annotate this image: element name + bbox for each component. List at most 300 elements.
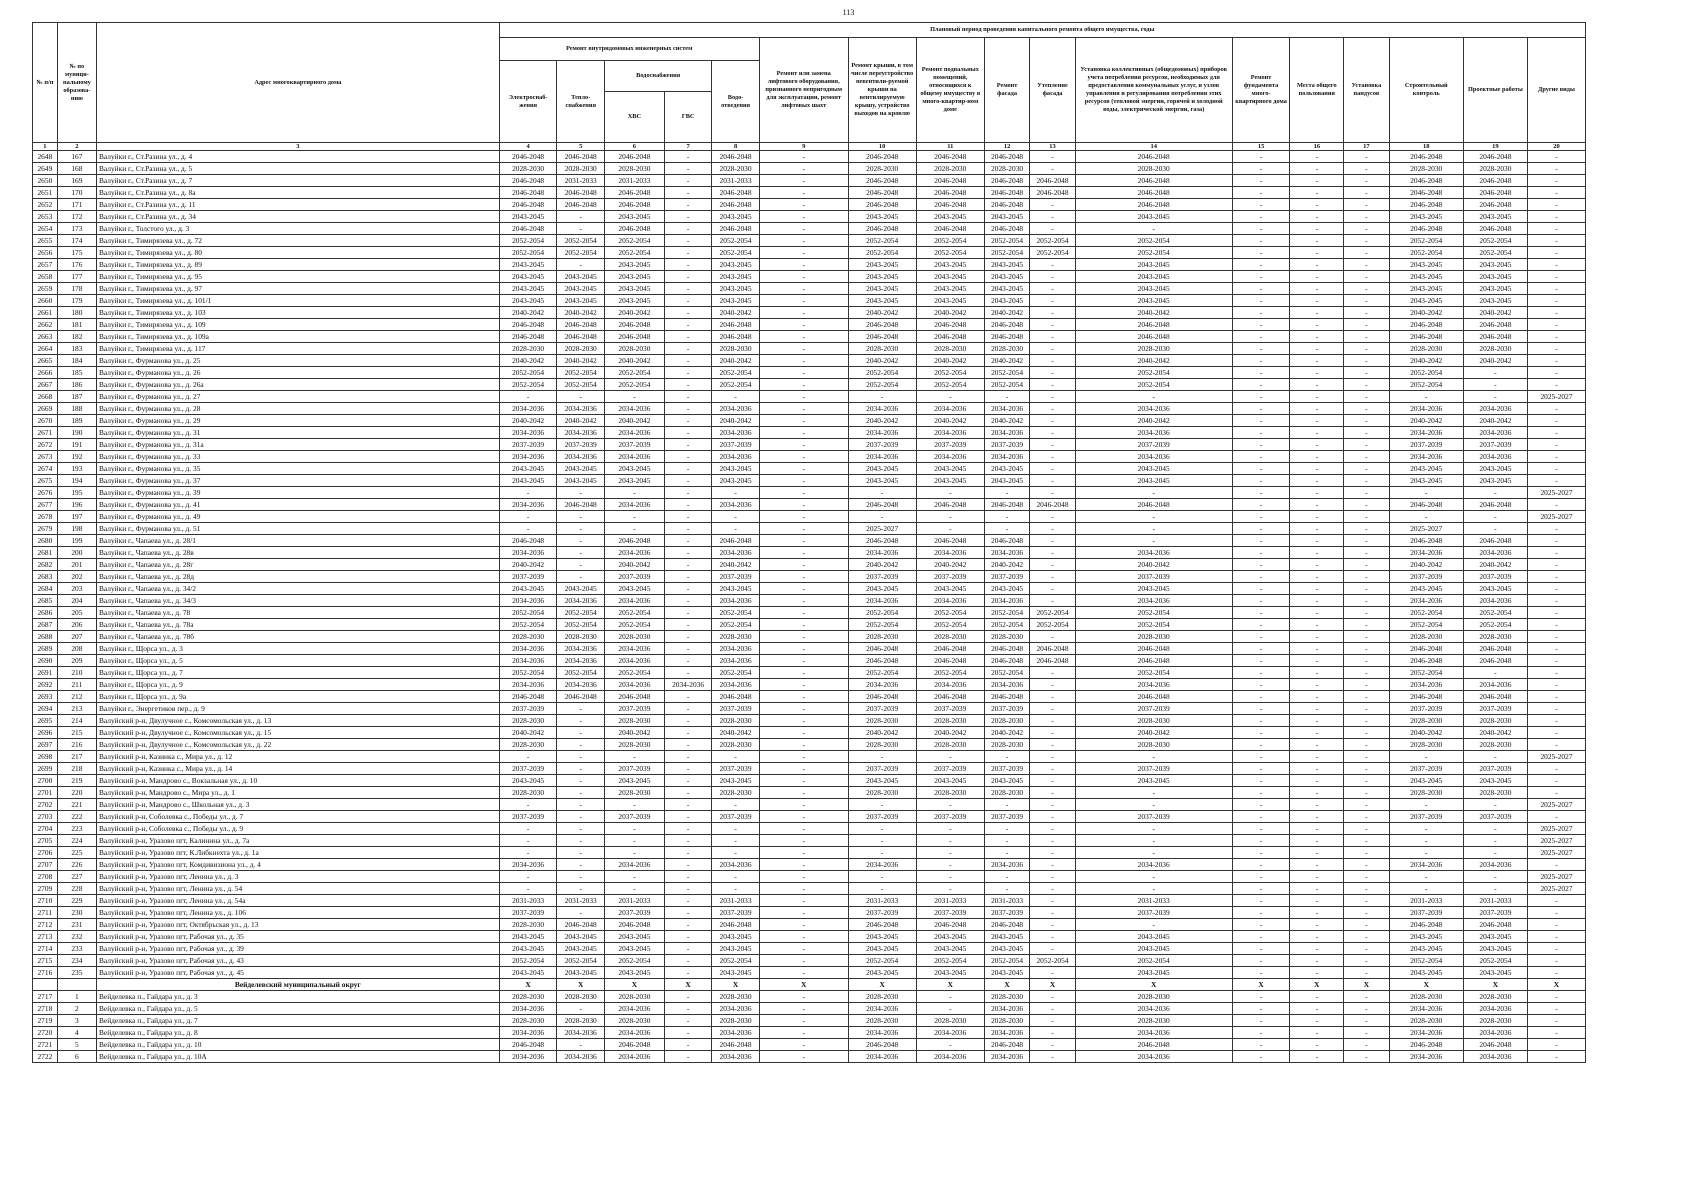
table-cell: 2052-2054 — [984, 235, 1029, 247]
table-cell: - — [1344, 811, 1389, 823]
table-cell: 2043-2045 — [1075, 931, 1232, 943]
table-cell: 2037-2039 — [848, 571, 916, 583]
table-cell: 2040-2042 — [984, 559, 1029, 571]
table-cell: 2043-2045 — [1075, 259, 1232, 271]
table-cell: 2046-2048 — [984, 319, 1029, 331]
table-cell: - — [664, 763, 711, 775]
table-cell: - — [1030, 871, 1075, 883]
table-cell: - — [1527, 439, 1585, 451]
table-cell: 2028-2030 — [848, 787, 916, 799]
table-cell: - — [759, 235, 848, 247]
table-cell: 2046-2048 — [848, 1039, 916, 1051]
address-cell: Валуйский р-н, Уразово пгт, Октябрьская ул., д. 13 — [97, 919, 500, 931]
table-row — [33, 247, 1586, 259]
table-cell: - — [1232, 187, 1290, 199]
table-cell: 2034-2036 — [712, 451, 759, 463]
table-cell: 2052-2054 — [916, 619, 984, 631]
table-cell: 2037-2039 — [604, 439, 664, 451]
table-cell: 2052-2054 — [557, 619, 604, 631]
table-row — [33, 643, 1586, 655]
municipal-number-cell: 180 — [57, 307, 96, 319]
municipal-number-cell: 197 — [57, 511, 96, 523]
table-cell: 2046-2048 — [499, 151, 557, 163]
table-cell: - — [1232, 1039, 1290, 1051]
table-cell: 2052-2054 — [848, 379, 916, 391]
address-cell: Валуйки г., Тимирязева ул., д. 72 — [97, 235, 500, 247]
table-cell: - — [1389, 511, 1463, 523]
table-cell: 2037-2039 — [1389, 703, 1463, 715]
table-cell: - — [1290, 931, 1344, 943]
table-cell: 2034-2036 — [499, 655, 557, 667]
address-cell: Валуйский р-н, Казинка с., Мира ул., д. 14 — [97, 763, 500, 775]
table-cell: - — [1030, 739, 1075, 751]
table-cell: 2034-2036 — [557, 427, 604, 439]
table-cell: 2043-2045 — [712, 583, 759, 595]
table-cell: 2052-2054 — [1389, 619, 1463, 631]
table-cell: - — [1030, 427, 1075, 439]
table-cell: - — [1527, 547, 1585, 559]
table-cell: - — [557, 859, 604, 871]
table-cell: - — [499, 487, 557, 499]
table-cell: 2052-2054 — [1463, 955, 1527, 967]
table-cell: 2052-2054 — [1463, 619, 1527, 631]
table-cell: 2043-2045 — [848, 967, 916, 979]
table-cell: - — [1075, 391, 1232, 403]
table-cell: - — [1463, 367, 1527, 379]
table-cell: - — [1463, 799, 1527, 811]
table-cell: - — [1290, 319, 1344, 331]
table-row — [33, 415, 1586, 427]
municipal-number-cell: 177 — [57, 271, 96, 283]
row-number-cell: 2692 — [33, 679, 58, 691]
table-cell: 2043-2045 — [1075, 775, 1232, 787]
col-header-roof: Ремонт крыши, в том числе переустройство невентили-руемой крыши на вентилируемую крышу, устройство выходов на кровлю — [848, 38, 916, 143]
table-cell: - — [1232, 727, 1290, 739]
table-cell: - — [1344, 367, 1389, 379]
table-cell: - — [1463, 871, 1527, 883]
table-cell: - — [664, 1051, 711, 1063]
table-cell: - — [1344, 475, 1389, 487]
address-cell: Валуйский р-н, Мандрово с., Вокзальная ул., д. 10 — [97, 775, 500, 787]
table-cell: - — [1290, 583, 1344, 595]
table-cell: - — [1527, 703, 1585, 715]
address-cell: Валуйки г., Тимирязева ул., д. 103 — [97, 307, 500, 319]
municipal-number-cell: 167 — [57, 151, 96, 163]
table-cell: 2037-2039 — [604, 703, 664, 715]
table-cell: - — [1232, 151, 1290, 163]
table-cell: 2034-2036 — [499, 451, 557, 463]
table-cell: - — [1232, 1003, 1290, 1015]
table-cell: - — [759, 403, 848, 415]
table-cell: 2046-2048 — [984, 199, 1029, 211]
table-cell: 2040-2042 — [1075, 559, 1232, 571]
table-cell: 2040-2042 — [1389, 559, 1463, 571]
table-cell: - — [1232, 499, 1290, 511]
table-cell: - — [759, 1015, 848, 1027]
table-cell: 2043-2045 — [848, 931, 916, 943]
table-cell: - — [916, 799, 984, 811]
table-cell: - — [1389, 883, 1463, 895]
table-cell: - — [1030, 571, 1075, 583]
table-cell: 2043-2045 — [604, 259, 664, 271]
municipal-number-cell: 229 — [57, 895, 96, 907]
table-cell: 2031-2033 — [604, 895, 664, 907]
table-cell: - — [916, 859, 984, 871]
table-cell: - — [1290, 1039, 1344, 1051]
table-cell: - — [1290, 223, 1344, 235]
table-cell: - — [1527, 1003, 1585, 1015]
table-cell: 2031-2033 — [1463, 895, 1527, 907]
table-row — [33, 631, 1586, 643]
table-cell: 2043-2045 — [916, 583, 984, 595]
table-row — [33, 991, 1586, 1003]
column-number-cell: 1 — [33, 143, 58, 151]
table-cell: - — [1527, 427, 1585, 439]
table-cell: 2052-2054 — [499, 667, 557, 679]
row-number-cell: 2719 — [33, 1015, 58, 1027]
table-row — [33, 1039, 1586, 1051]
table-cell: 2037-2039 — [1389, 907, 1463, 919]
table-cell: 2028-2030 — [848, 631, 916, 643]
table-cell: - — [848, 391, 916, 403]
table-cell: - — [1232, 691, 1290, 703]
table-cell: 2052-2054 — [1030, 247, 1075, 259]
table-cell: 2034-2036 — [499, 643, 557, 655]
table-cell: - — [916, 751, 984, 763]
table-cell: 2043-2045 — [848, 211, 916, 223]
table-cell: - — [499, 871, 557, 883]
table-cell: - — [1290, 823, 1344, 835]
row-number-cell: 2722 — [33, 1051, 58, 1063]
table-cell: 2037-2039 — [916, 439, 984, 451]
row-number-cell: 2648 — [33, 151, 58, 163]
table-cell: - — [1527, 991, 1585, 1003]
table-cell: 2025-2027 — [1527, 799, 1585, 811]
address-cell: Валуйский р-н, Двулучное с., Комсомольская ул., д. 13 — [97, 715, 500, 727]
municipal-number-cell: 207 — [57, 631, 96, 643]
address-cell: Валуйки г., Тимирязева ул., д. 89 — [97, 259, 500, 271]
table-cell: 2028-2030 — [916, 787, 984, 799]
municipal-number-cell: 174 — [57, 235, 96, 247]
table-cell: 2028-2030 — [712, 787, 759, 799]
table-cell: - — [759, 739, 848, 751]
table-cell: - — [1527, 163, 1585, 175]
table-cell: 2046-2048 — [499, 223, 557, 235]
table-cell: - — [759, 547, 848, 559]
table-cell: - — [1527, 499, 1585, 511]
table-cell: - — [916, 823, 984, 835]
table-cell: 2034-2036 — [848, 427, 916, 439]
table-cell: - — [759, 559, 848, 571]
table-cell: - — [664, 559, 711, 571]
row-number-cell: 2672 — [33, 439, 58, 451]
table-cell: 2028-2030 — [848, 1015, 916, 1027]
table-cell: 2031-2033 — [984, 895, 1029, 907]
table-cell: 2043-2045 — [1463, 943, 1527, 955]
municipal-number-cell: 233 — [57, 943, 96, 955]
table-cell: - — [759, 967, 848, 979]
table-cell: - — [1030, 511, 1075, 523]
table-cell: - — [1030, 907, 1075, 919]
table-cell: - — [1344, 487, 1389, 499]
table-cell: - — [759, 211, 848, 223]
table-cell: 2043-2045 — [1463, 271, 1527, 283]
table-cell: - — [1290, 775, 1344, 787]
table-cell: - — [916, 991, 984, 1003]
table-cell: 2052-2054 — [984, 379, 1029, 391]
table-cell: - — [1290, 811, 1344, 823]
table-cell: 2037-2039 — [712, 571, 759, 583]
table-cell: - — [916, 847, 984, 859]
table-cell: 2034-2036 — [1389, 1051, 1463, 1063]
table-cell: - — [1527, 955, 1585, 967]
table-cell: - — [759, 343, 848, 355]
table-cell: - — [1344, 403, 1389, 415]
table-row — [33, 811, 1586, 823]
table-cell: - — [664, 943, 711, 955]
table-cell: - — [1344, 691, 1389, 703]
table-cell: - — [1232, 679, 1290, 691]
table-cell: 2052-2054 — [1075, 607, 1232, 619]
table-cell: 2037-2039 — [984, 703, 1029, 715]
column-number-cell: 17 — [1344, 143, 1389, 151]
table-cell: - — [916, 883, 984, 895]
table-cell: 2052-2054 — [499, 247, 557, 259]
table-cell: - — [759, 727, 848, 739]
table-cell: - — [1290, 739, 1344, 751]
table-cell: - — [1344, 955, 1389, 967]
table-cell: 2040-2042 — [1075, 355, 1232, 367]
table-cell: - — [1527, 175, 1585, 187]
section-mark-cell: X — [1463, 979, 1527, 991]
table-cell: 2052-2054 — [916, 607, 984, 619]
table-cell: - — [759, 259, 848, 271]
municipal-number-cell: 189 — [57, 415, 96, 427]
table-cell: - — [1290, 475, 1344, 487]
table-cell: - — [1290, 535, 1344, 547]
table-cell: 2043-2045 — [916, 295, 984, 307]
table-cell: - — [1290, 727, 1344, 739]
table-cell: 2031-2033 — [499, 895, 557, 907]
table-cell: - — [664, 727, 711, 739]
table-cell: - — [664, 835, 711, 847]
table-cell: 2052-2054 — [604, 247, 664, 259]
table-row — [33, 883, 1586, 895]
table-cell: - — [1344, 199, 1389, 211]
table-cell: 2046-2048 — [1075, 331, 1232, 343]
table-cell: - — [1290, 547, 1344, 559]
table-cell: 2040-2042 — [604, 727, 664, 739]
table-cell: - — [1527, 1051, 1585, 1063]
table-cell: - — [664, 187, 711, 199]
table-cell: 2046-2048 — [1389, 1039, 1463, 1051]
table-cell: - — [1527, 295, 1585, 307]
table-cell: 2028-2030 — [604, 787, 664, 799]
table-cell: - — [1527, 271, 1585, 283]
col-header-basement: Ремонт подвальных помещений, относящихся к общему имуществу в много-квартир-ном доме — [916, 38, 984, 143]
table-cell: 2025-2027 — [1527, 487, 1585, 499]
table-cell: - — [1290, 919, 1344, 931]
table-cell: 2037-2039 — [848, 907, 916, 919]
table-cell: - — [1030, 847, 1075, 859]
address-cell: Валуйки г., Щорса ул., д. 9а — [97, 691, 500, 703]
municipal-number-cell: 191 — [57, 439, 96, 451]
table-cell: 2046-2048 — [916, 187, 984, 199]
table-row — [33, 283, 1586, 295]
section-mark-cell: X — [848, 979, 916, 991]
table-cell: 2052-2054 — [916, 367, 984, 379]
table-cell: 2031-2033 — [848, 895, 916, 907]
table-cell: 2043-2045 — [557, 283, 604, 295]
municipal-number-cell: 172 — [57, 211, 96, 223]
table-cell: - — [1344, 991, 1389, 1003]
table-row — [33, 319, 1586, 331]
address-cell: Валуйский р-н, Мандрово с., Мира ул., д. 1 — [97, 787, 500, 799]
table-cell: 2046-2048 — [604, 331, 664, 343]
table-cell: 2046-2048 — [499, 1039, 557, 1051]
table-cell: 2046-2048 — [848, 655, 916, 667]
table-cell: - — [1344, 163, 1389, 175]
table-cell: 2034-2036 — [712, 1051, 759, 1063]
table-cell: 2043-2045 — [916, 259, 984, 271]
table-cell: - — [848, 871, 916, 883]
table-cell: - — [1344, 247, 1389, 259]
table-cell: 2034-2036 — [499, 1051, 557, 1063]
column-number-cell: 4 — [499, 143, 557, 151]
table-cell: - — [712, 391, 759, 403]
table-cell: 2043-2045 — [916, 943, 984, 955]
table-cell: 2043-2045 — [604, 295, 664, 307]
table-cell: 2034-2036 — [984, 859, 1029, 871]
table-cell: - — [1232, 475, 1290, 487]
table-cell: 2034-2036 — [557, 643, 604, 655]
table-cell: - — [916, 1003, 984, 1015]
table-cell: 2052-2054 — [916, 235, 984, 247]
row-number-cell: 2683 — [33, 571, 58, 583]
table-cell: 2043-2045 — [1463, 931, 1527, 943]
table-cell: 2040-2042 — [499, 415, 557, 427]
table-cell: - — [604, 883, 664, 895]
table-cell: 2028-2030 — [712, 631, 759, 643]
address-cell: Валуйский р-н, Мандрово с., Школьная ул., д. 3 — [97, 799, 500, 811]
table-cell: - — [499, 799, 557, 811]
table-cell: - — [1527, 595, 1585, 607]
table-cell: - — [1344, 919, 1389, 931]
table-cell: 2043-2045 — [1389, 211, 1463, 223]
table-cell: - — [1030, 331, 1075, 343]
row-number-cell: 2721 — [33, 1039, 58, 1051]
table-cell: - — [664, 487, 711, 499]
table-cell: - — [712, 487, 759, 499]
table-cell: - — [1232, 367, 1290, 379]
row-number-cell: 2687 — [33, 619, 58, 631]
table-cell: 2034-2036 — [1075, 451, 1232, 463]
table-cell: - — [1290, 763, 1344, 775]
table-cell: 2037-2039 — [712, 811, 759, 823]
table-cell: - — [1030, 295, 1075, 307]
col-header-num: № п/п — [33, 23, 58, 143]
table-cell: - — [1232, 583, 1290, 595]
table-cell: 2028-2030 — [848, 739, 916, 751]
table-cell: - — [1344, 463, 1389, 475]
table-cell: - — [759, 931, 848, 943]
table-cell: - — [1290, 787, 1344, 799]
table-cell: 2046-2048 — [557, 151, 604, 163]
table-cell: - — [664, 295, 711, 307]
row-number-cell: 2700 — [33, 775, 58, 787]
column-number-cell: 15 — [1232, 143, 1290, 151]
row-number-cell: 2694 — [33, 703, 58, 715]
table-cell: - — [499, 835, 557, 847]
col-header-address: Адрес многоквартирного дома — [97, 23, 500, 143]
table-cell: - — [1527, 811, 1585, 823]
table-cell: 2046-2048 — [604, 151, 664, 163]
address-cell: Валуйский р-н, Уразово пгт, Ленина ул., д. 106 — [97, 907, 500, 919]
table-row — [33, 187, 1586, 199]
table-cell: 2028-2030 — [499, 715, 557, 727]
table-cell: - — [1030, 667, 1075, 679]
table-cell: 2040-2042 — [984, 727, 1029, 739]
table-cell: - — [1527, 907, 1585, 919]
table-cell: - — [664, 871, 711, 883]
table-cell: 2028-2030 — [712, 163, 759, 175]
table-cell: - — [604, 511, 664, 523]
section-mark-cell: X — [664, 979, 711, 991]
table-cell: 2046-2048 — [1075, 1039, 1232, 1051]
table-row — [33, 871, 1586, 883]
table-cell: 2052-2054 — [916, 247, 984, 259]
table-cell: - — [664, 259, 711, 271]
table-cell: 2052-2054 — [557, 607, 604, 619]
table-cell: - — [1344, 211, 1389, 223]
table-cell: - — [1527, 475, 1585, 487]
table-cell: 2034-2036 — [984, 595, 1029, 607]
table-cell: 2040-2042 — [557, 415, 604, 427]
table-cell: - — [1030, 319, 1075, 331]
row-number-cell: 2718 — [33, 1003, 58, 1015]
table-cell: - — [848, 823, 916, 835]
table-cell: - — [1290, 1003, 1344, 1015]
table-cell: - — [1232, 511, 1290, 523]
table-cell: 2040-2042 — [916, 559, 984, 571]
table-cell: - — [1030, 943, 1075, 955]
table-cell: 2034-2036 — [557, 679, 604, 691]
table-cell: - — [1463, 847, 1527, 859]
table-cell: - — [1389, 847, 1463, 859]
municipal-number-cell: 212 — [57, 691, 96, 703]
table-cell: - — [664, 967, 711, 979]
table-cell: - — [664, 199, 711, 211]
table-cell: - — [1030, 811, 1075, 823]
table-cell: - — [1290, 271, 1344, 283]
table-cell: 2034-2036 — [916, 427, 984, 439]
table-cell: - — [1389, 487, 1463, 499]
table-cell: 2028-2030 — [1389, 715, 1463, 727]
table-cell: - — [1290, 883, 1344, 895]
row-number-cell: 2676 — [33, 487, 58, 499]
table-cell: 2034-2036 — [984, 547, 1029, 559]
table-cell: 2052-2054 — [916, 955, 984, 967]
table-cell: 2028-2030 — [557, 163, 604, 175]
table-cell: 2037-2039 — [712, 763, 759, 775]
table-cell: - — [1290, 331, 1344, 343]
table-cell: 2052-2054 — [712, 367, 759, 379]
table-cell: 2028-2030 — [499, 991, 557, 1003]
table-cell: - — [1290, 439, 1344, 451]
table-cell: - — [1232, 919, 1290, 931]
table-cell: 2034-2036 — [1389, 547, 1463, 559]
table-cell: 2028-2030 — [499, 919, 557, 931]
